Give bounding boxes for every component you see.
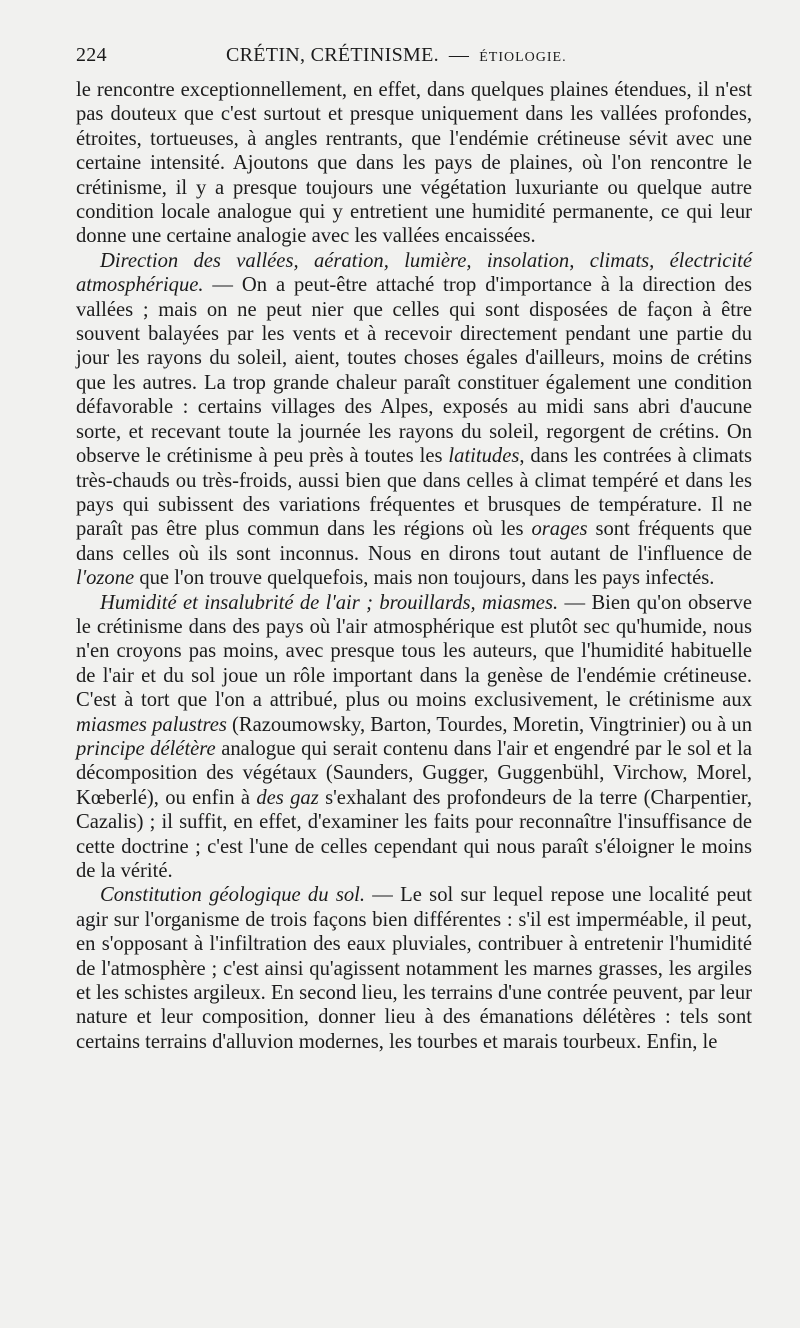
emphasis: latitudes (448, 445, 520, 468)
paragraph-direction-vallees (76, 249, 752, 591)
paragraph-text: — On a peut-être attaché trop d'importance à la direction des vallées ; mais on ne peut nier que celles qui sont disposées de façon à être souvent balayées par les vents et à recevoir directement pendant une partie du jour les rayons du soleil, aient, toutes choses égales d'ailleurs, moins de crétins que les autres. La trop grande chaleur paraît constituer également une condition défavorable : certains villages des Alpes, exposés au midi sans abri d'aucune sorte, et recevant toute la journée les rayons du soleil, regorgent de crétins. On observe le crétinisme à peu près à toutes les (76, 274, 752, 468)
paragraph-heading: Direction des vallées, aération, lumière, insolation, climats, électricité atmosphérique. (76, 249, 752, 297)
paragraph-text: — Le sol sur lequel repose une localité peut agir sur l'organisme de trois façons bien différentes : s'il est imperméable, il peut, en s'opposant à l'infiltration des eaux pluviales, contribuer à entretenir l'humidité de l'atmosphère ; c'est ainsi qu'agissent notamment les marnes grasses, les argiles et les schistes argileux. En second lieu, les terrains d'une contrée peuvent, par leur nature et leur composition, donner lieu à des émanations délétères : tels sont certains terrains d'alluvion modernes, les tourbes et marais tourbeux. Enfin, le (76, 884, 752, 1053)
running-title: CRÉTIN, CRÉTINISME. (226, 44, 439, 66)
emphasis: orages (531, 518, 588, 541)
paragraph-humidite (76, 591, 752, 884)
paragraph-constitution-geologique (76, 883, 752, 1054)
running-head (76, 44, 752, 70)
running-section: ÉTIOLOGIE. (479, 50, 567, 65)
paragraph-text: le rencontre exceptionnellement, en effet, dans quelques plaines étendues, il n'est pas douteux que c'est surtout et presque uniquement dans les vallées profondes, étroites, tortueuses, à angles rentrants, que l'endémie crétineuse sévit avec une certaine intensité. Ajoutons que dans les pays de plaines, où l'on rencontre le crétinisme, il y a presque toujours une végétation luxuriante ou quelque autre condition locale analogue qui y entretient une humidité permanente, ce qui leur donne une certaine analogie avec les vallées encaissées. (76, 79, 752, 248)
paragraph-text: que l'on trouve quelquefois, mais non toujours, dans les pays infectés. (134, 567, 715, 590)
paragraph-text: , dans les contrées à climats très-chauds ou très-froids, aussi bien que dans celles à climat tempéré et dans les pays qui subissent des variations fréquentes et brusques de température. Il ne paraît pas être plus commun dans les régions où les (76, 445, 752, 541)
paragraph-text: — Bien qu'on observe le crétinisme dans des pays où l'air atmosphérique est plutôt sec qu'humide, nous n'en croyons pas moins, avec presque tous les auteurs, que l'humidité habituelle de l'air et du sol joue un rôle important dans la genèse de l'endémie crétineuse. C'est à tort que l'on a attribué, plus ou moins exclusivement, le crétinisme aux (76, 591, 752, 712)
page-number: 224 (76, 44, 107, 66)
emphasis: miasmes palustres (76, 713, 227, 736)
body-text (76, 78, 752, 1054)
paragraph-text: (Razoumowsky, Barton, Tourdes, Moretin, Vingtrinier) ou à un (226, 713, 752, 736)
paragraph-heading: Humidité et insalubrité de l'air ; brouillards, miasmes. (100, 591, 559, 614)
paragraph-text: sont fréquents que dans celles où ils sont inconnus. Nous en dirons tout autant de l'influence de (76, 518, 753, 565)
emphasis: principe délétère (76, 737, 216, 760)
paragraph-text: analogue qui serait contenu dans l'air et engendré par le sol et la décomposition des végétaux (Saunders, Gugger, Guggenbühl, Virchow, Morel, Kœberlé), ou enfin à (76, 737, 752, 809)
running-head-dash: — (448, 44, 470, 66)
paragraph-continuation (76, 78, 752, 249)
emphasis: l'ozone (76, 567, 135, 590)
emphasis: des gaz (256, 786, 319, 809)
paragraph-heading: Constitution géologique du sol. (100, 884, 365, 907)
paragraph-text: s'exhalant des profondeurs de la terre (Charpentier, Cazalis) ; il suffit, en effet, d'examiner les faits pour reconnaître l'insuffisance de cette doctrine ; c'est l'une de celles cependant qui nous paraît s'éloigner le moins de la vérité. (76, 786, 752, 882)
